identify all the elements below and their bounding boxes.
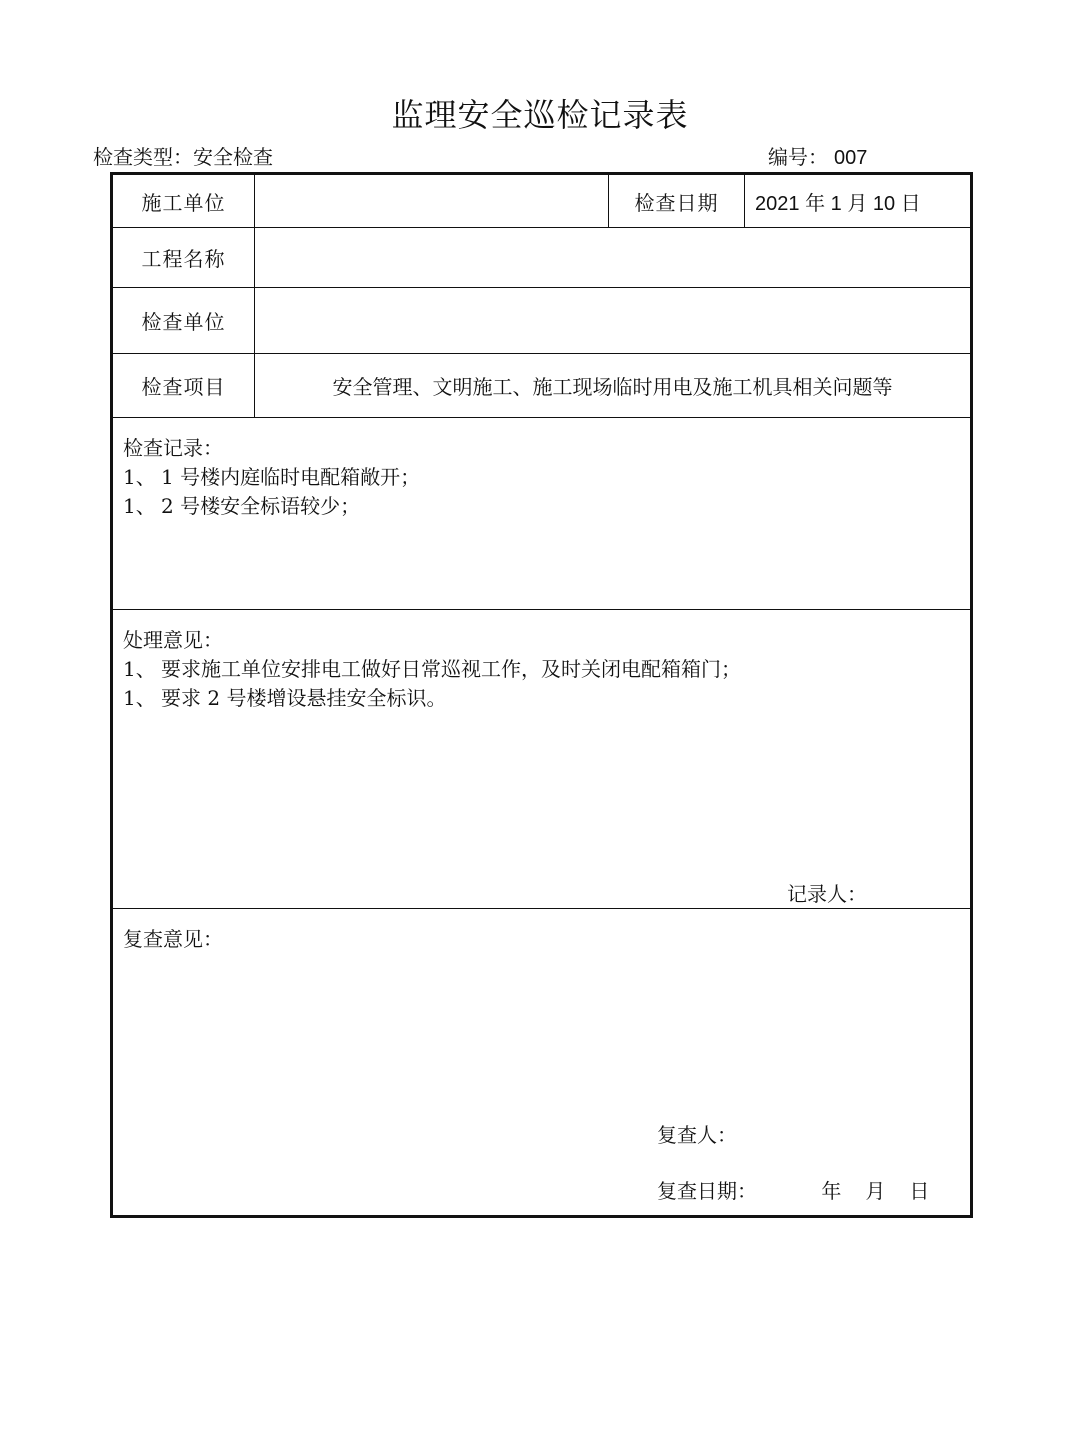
row-review-opinion — [112, 909, 972, 1217]
record-item — [123, 492, 960, 521]
row-construction-unit — [112, 174, 972, 228]
handling-item — [123, 655, 960, 684]
record-item-index: 1、 — [123, 465, 156, 489]
review-date-month-unit: 月 — [865, 1179, 886, 1203]
inspection-form-table — [110, 172, 973, 1218]
inspection-items-value: 安全管理、文明施工、施工现场临时用电及施工机具相关问题等 — [255, 354, 972, 418]
handling-opinion-heading: 处理意见： — [123, 628, 223, 652]
inspection-type — [93, 143, 273, 171]
record-item-text: 1 号楼内庭临时电配箱敞开； — [161, 465, 421, 489]
inspection-date-day-unit: 日 — [900, 190, 921, 215]
review-date-day-unit: 日 — [909, 1179, 930, 1203]
inspection-date-month-unit: 月 — [847, 190, 868, 215]
handling-item-index: 1、 — [123, 686, 156, 710]
inspection-unit-label: 检查单位 — [112, 288, 255, 354]
serial-label: 编号： — [768, 145, 828, 169]
construction-unit-label: 施工单位 — [112, 174, 255, 228]
project-name-label: 工程名称 — [112, 228, 255, 288]
row-project-name — [112, 228, 972, 288]
record-item-text: 2 号楼安全标语较少； — [161, 494, 361, 518]
review-date-year-unit: 年 — [821, 1179, 842, 1203]
inspection-date-month: 1 — [830, 192, 842, 215]
inspection-date-year-unit: 年 — [805, 190, 826, 215]
construction-unit-field[interactable] — [255, 174, 609, 228]
inspection-date-label: 检查日期 — [609, 174, 745, 228]
handling-item-text: 要求 2 号楼增设悬挂安全标识。 — [161, 686, 447, 710]
review-date — [657, 1177, 953, 1205]
handling-opinion-block[interactable] — [112, 610, 972, 909]
record-item — [123, 463, 960, 492]
inspection-date-day: 10 — [872, 192, 896, 215]
row-inspection-unit — [112, 288, 972, 354]
review-opinion-block[interactable] — [112, 909, 972, 1217]
inspection-date-value — [745, 174, 972, 228]
inspection-unit-field[interactable] — [255, 288, 972, 354]
review-opinion-heading: 复查意见： — [123, 927, 223, 951]
inspection-record-heading: 检查记录： — [123, 436, 223, 460]
inspection-type-label: 检查类型： — [93, 145, 193, 169]
handling-item — [123, 684, 960, 713]
handling-item-text: 要求施工单位安排电工做好日常巡视工作，及时关闭电配箱箱门； — [161, 657, 741, 681]
row-inspection-items — [112, 354, 972, 418]
document-title: 监理安全巡检记录表 — [391, 96, 689, 134]
inspection-items-label: 检查项目 — [112, 354, 255, 418]
inspection-record-block[interactable] — [112, 418, 972, 610]
row-inspection-record — [112, 418, 972, 610]
record-item-index: 1、 — [123, 494, 156, 518]
serial-value: 007 — [834, 147, 868, 169]
handling-item-index: 1、 — [123, 657, 156, 681]
inspection-type-value: 安全检查 — [193, 145, 273, 169]
recorder-label: 记录人： — [787, 882, 867, 906]
row-handling-opinion — [112, 610, 972, 909]
project-name-field[interactable] — [255, 228, 972, 288]
inspection-date-year: 2021 — [755, 192, 800, 215]
serial-number — [768, 143, 867, 172]
reviewer-label: 复查人： — [657, 1123, 737, 1147]
review-date-label: 复查日期： — [657, 1179, 757, 1203]
